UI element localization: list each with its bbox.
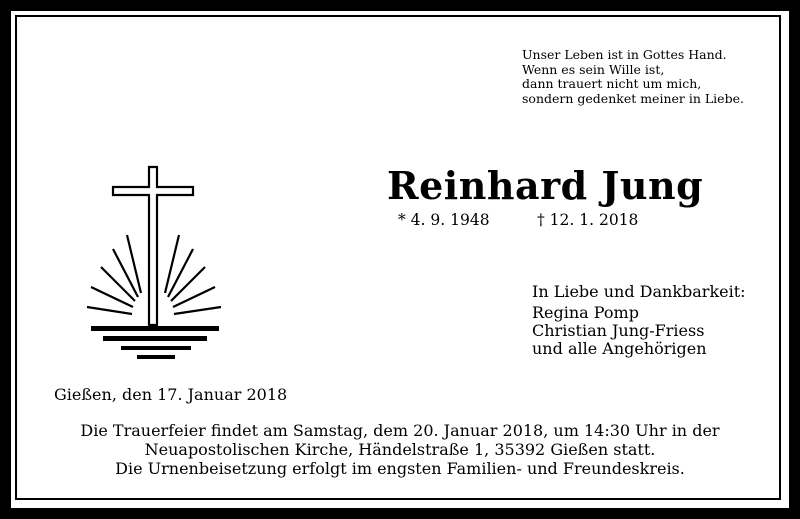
mourner-name: und alle Angehörigen xyxy=(532,339,707,358)
mourner-name: Christian Jung-Friess xyxy=(532,321,705,340)
service-line: Neuapostolischen Kirche, Händelstraße 1, 35392 Gießen statt. xyxy=(144,440,656,459)
water-waves xyxy=(91,326,219,359)
mourner-name: Regina Pomp xyxy=(532,303,639,322)
poem-line: sondern gedenket meiner in Liebe. xyxy=(522,90,744,106)
death-date: † 12. 1. 2018 xyxy=(537,211,639,229)
poem-line: dann trauert nicht um mich, xyxy=(522,76,702,91)
birth-date: * 4. 9. 1948 xyxy=(398,211,490,229)
cross-icon xyxy=(113,167,193,325)
deceased-name: Reinhard Jung xyxy=(387,163,704,208)
notice-frame xyxy=(15,15,781,500)
poem-line: Unser Leben ist in Gottes Hand. xyxy=(522,47,727,62)
place-and-date: Gießen, den 17. Januar 2018 xyxy=(54,385,288,404)
service-details xyxy=(17,421,783,478)
mourners-block xyxy=(532,283,746,358)
poem-line: Wenn es sein Wille ist, xyxy=(522,61,665,77)
service-line: Die Trauerfeier findet am Samstag, dem 20. Januar 2018, um 14:30 Uhr in der xyxy=(80,421,720,440)
new-apostolic-church-emblem-icon xyxy=(83,165,228,365)
mourners-heading: In Liebe und Dankbarkeit: xyxy=(532,282,746,301)
service-line: Die Urnenbeisetzung erfolgt im engsten Familien- und Freundeskreis. xyxy=(115,459,685,478)
memorial-poem xyxy=(522,48,744,106)
obituary-notice xyxy=(11,11,789,508)
sun-rays xyxy=(87,235,221,314)
